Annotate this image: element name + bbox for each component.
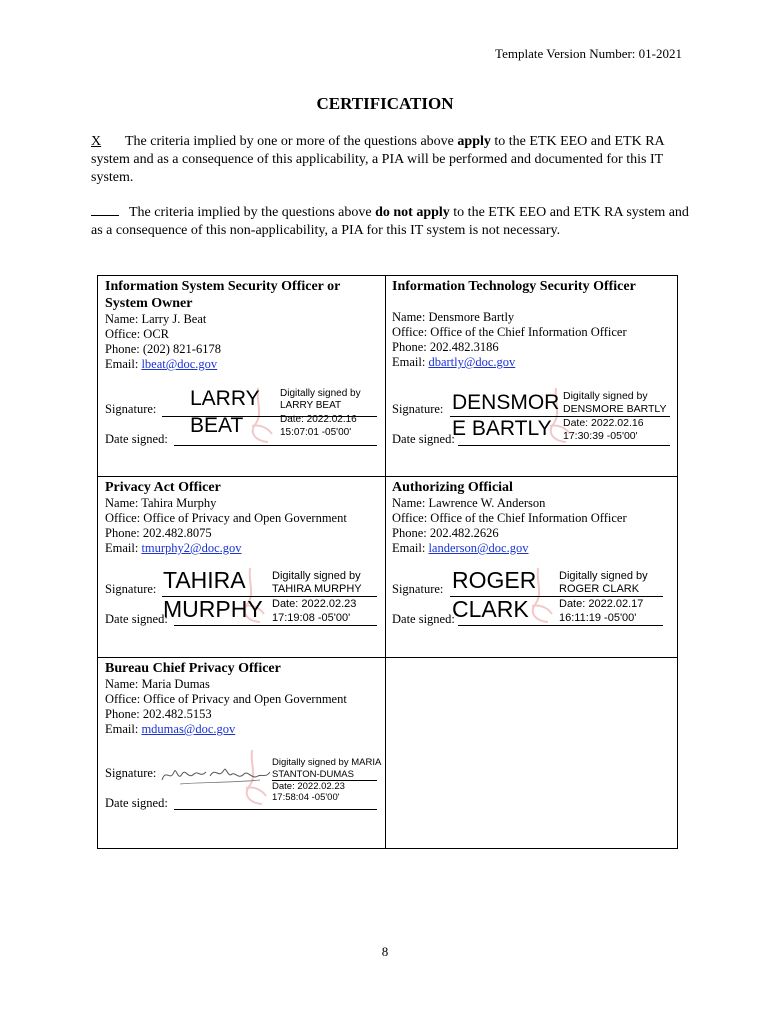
option-mark: X — [91, 134, 102, 149]
option-mark-blank — [91, 204, 119, 216]
digital-signature-time: 17:30:39 -05'00' — [563, 430, 638, 442]
option-not-apply: The criteria implied by the questions above do not apply to the ETK EEO and ETK RA system and as a consequence of this non-applicability, a PIA for this IT system is not necessary. — [91, 205, 689, 238]
date-signed-line — [174, 445, 377, 446]
signature-name-line1: TAHIRA — [163, 567, 246, 593]
signer-name: Name: Lawrence W. Anderson — [392, 496, 546, 510]
digital-signature-detail-2: TAHIRA MURPHY — [272, 583, 362, 595]
signer-name: Name: Maria Dumas — [105, 677, 210, 691]
signer-phone: Phone: (202) 821-6178 — [105, 342, 221, 356]
email-link[interactable]: tmurphy2@doc.gov — [141, 541, 242, 555]
signature-name-line1: DENSMOR — [452, 391, 560, 414]
signer-name: Name: Tahira Murphy — [105, 496, 217, 510]
date-signed-label: Date signed: — [105, 432, 168, 446]
digital-signature-time: 15:07:01 -05'00' — [280, 427, 352, 438]
digital-signature-detail-2: DENSMORE BARTLY — [563, 403, 667, 415]
date-signed-line — [458, 625, 663, 626]
digital-signature-detail-1: Digitally signed by — [563, 390, 648, 402]
table-divider — [385, 276, 386, 848]
digital-signature-detail-2: ROGER CLARK — [559, 583, 640, 595]
signer-phone: Phone: 202.482.2626 — [392, 526, 499, 540]
signer-cell-privacy-act — [105, 479, 375, 556]
signature-label: Signature: — [392, 582, 444, 596]
digital-signature-date: Date: 2022.02.16 — [563, 417, 644, 429]
date-signed-label: Date signed: — [105, 612, 168, 626]
email-link[interactable]: dbartly@doc.gov — [428, 355, 516, 369]
signature-name-line2: E BARTLY — [452, 417, 552, 440]
signature-label: Signature: — [105, 766, 157, 780]
digital-signature-time: 17:19:08 -05'00' — [272, 612, 351, 624]
signer-email-row: Email: lbeat@doc.gov — [105, 357, 218, 371]
digital-signature-date: Date: 2022.02.17 — [559, 598, 644, 610]
date-signed-label: Date signed: — [392, 432, 455, 446]
signer-phone: Phone: 202.482.5153 — [105, 707, 212, 721]
signature-name-line1: LARRY — [190, 387, 260, 410]
date-signed-line — [174, 625, 377, 626]
table-divider — [98, 657, 677, 658]
signer-cell-itso — [392, 278, 672, 370]
signer-cell-isso — [105, 278, 375, 372]
digital-signature-time: 17:58:04 -05'00' — [272, 792, 340, 803]
signer-office: Office: Office of the Chief Information Officer — [392, 325, 627, 339]
date-signed-label: Date signed: — [392, 612, 455, 626]
signature-name-line2: BEAT — [190, 414, 244, 437]
signer-cell-authorizing — [392, 479, 672, 556]
digital-signature-time: 16:11:19 -05'00' — [559, 612, 637, 624]
signer-email-row: Email: dbartly@doc.gov — [392, 355, 516, 369]
signer-name: Name: Densmore Bartly — [392, 310, 515, 324]
email-link[interactable]: mdumas@doc.gov — [141, 722, 236, 736]
signer-role: Information Technology Security Officer — [392, 279, 636, 294]
signature-name-line1: ROGER — [452, 567, 537, 593]
page-number: 8 — [381, 944, 389, 959]
signer-cell-bcpo — [105, 660, 375, 737]
signer-role: Privacy Act Officer — [105, 480, 221, 495]
page-title: CERTIFICATION — [316, 94, 454, 113]
signature-label: Signature: — [105, 582, 157, 596]
email-link[interactable]: landerson@doc.gov — [428, 541, 529, 555]
signature-label: Signature: — [105, 402, 157, 416]
table-divider — [98, 476, 677, 477]
digital-signature-detail-1: Digitally signed by MARIA — [272, 757, 382, 768]
template-version: Template Version Number: 01-2021 — [495, 46, 682, 61]
digital-signature-date: Date: 2022.02.23 — [272, 781, 345, 792]
signer-role: Information System Security Officer or System Owner — [105, 279, 341, 311]
signature-name-line2: CLARK — [452, 596, 529, 622]
digital-signature-detail-1: Digitally signed by — [559, 570, 648, 582]
handwritten-signature-icon — [160, 762, 272, 788]
signer-phone: Phone: 202.482.8075 — [105, 526, 212, 540]
digital-signature-date: Date: 2022.02.16 — [280, 414, 357, 425]
date-signed-label: Date signed: — [105, 796, 168, 810]
digital-signature-detail: Digitally signed by LARRY BEAT — [280, 388, 361, 411]
signature-name-line2: MURPHY — [163, 596, 263, 622]
signer-phone: Phone: 202.482.3186 — [392, 340, 499, 354]
signature-table — [97, 275, 678, 849]
date-signed-line — [458, 445, 670, 446]
signer-office: Office: Office of Privacy and Open Government — [105, 692, 347, 706]
signer-role: Bureau Chief Privacy Officer — [105, 661, 281, 676]
signer-role: Authorizing Official — [392, 480, 513, 495]
signer-name: Name: Larry J. Beat — [105, 312, 207, 326]
signer-office: Office: Office of the Chief Information Officer — [392, 511, 627, 525]
signature-label: Signature: — [392, 402, 444, 416]
signer-email-row: Email: mdumas@doc.gov — [105, 722, 236, 736]
signer-office: Office: OCR — [105, 327, 169, 341]
digital-signature-date: Date: 2022.02.23 — [272, 598, 357, 610]
date-signed-line — [174, 809, 377, 810]
email-link[interactable]: lbeat@doc.gov — [141, 357, 218, 371]
digital-signature-detail-2: STANTON-DUMAS — [272, 769, 354, 780]
signer-email-row: Email: tmurphy2@doc.gov — [105, 541, 242, 555]
option-apply: X The criteria implied by one or more of the questions above apply to the ETK EEO and ETK RA system and as a consequence of this applicability, a PIA will be performed and documented for this IT system. — [91, 134, 664, 185]
signer-email-row: Email: landerson@doc.gov — [392, 541, 529, 555]
digital-signature-detail-1: Digitally signed by — [272, 570, 361, 582]
signer-office: Office: Office of Privacy and Open Government — [105, 511, 347, 525]
